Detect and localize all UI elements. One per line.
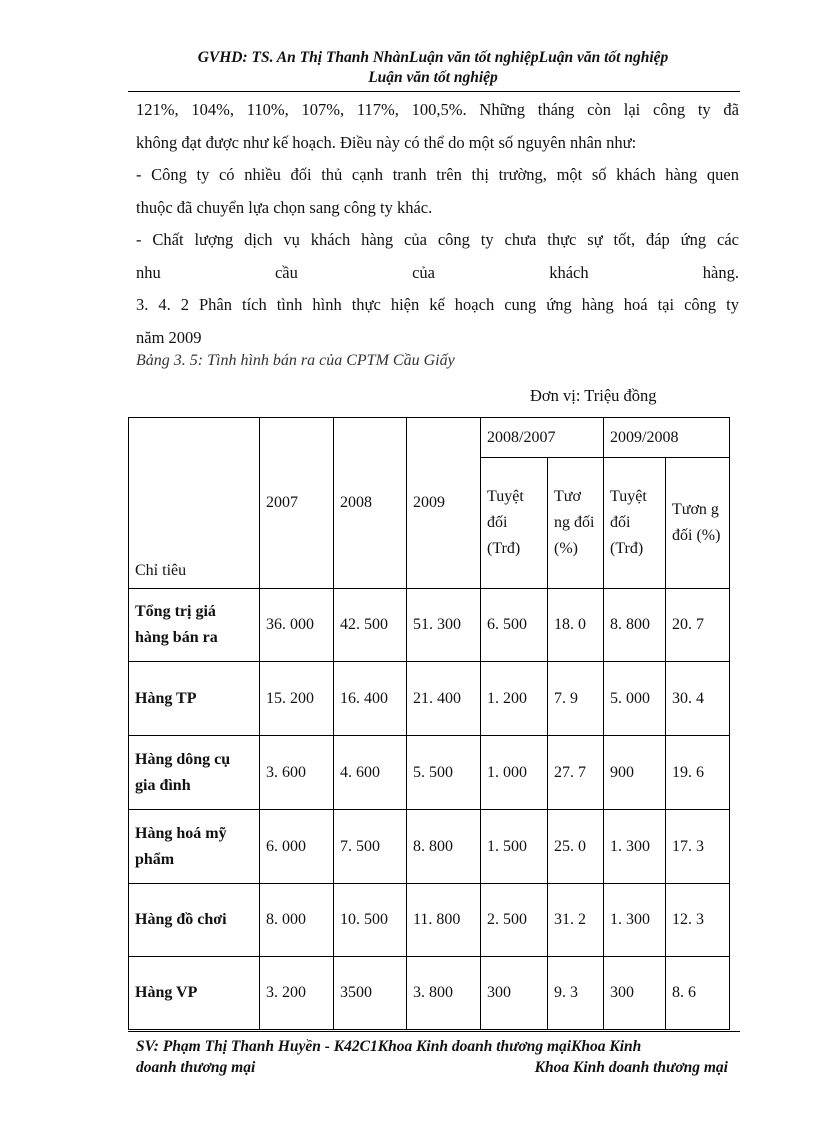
unit-label: Đơn vị: Triệu đồng: [530, 386, 657, 405]
cell-v2008: 10. 500: [334, 884, 407, 957]
cell-rel2: 12. 3: [666, 884, 730, 957]
header-rel-1: Tươ ng đối (%): [548, 458, 604, 589]
header-2007: 2007: [260, 418, 334, 589]
cell-v2008: 7. 500: [334, 810, 407, 884]
footer-divider: [128, 1031, 740, 1032]
table-caption: Bảng 3. 5: Tình hình bán ra của CPTM Cầu Giấy: [136, 352, 455, 369]
cell-v2009: 21. 400: [407, 662, 481, 736]
header-line-1: GVHD: TS. An Thị Thanh NhànLuận văn tốt nghiệpLuận văn tốt nghiệp: [197, 49, 669, 66]
row-label: Hàng dông cụ gia đình: [129, 736, 260, 810]
cell-v2007: 6. 000: [260, 810, 334, 884]
cell-v2007: 8. 000: [260, 884, 334, 957]
header-group-2008-2007: 2008/2007: [481, 418, 604, 458]
table-row: [129, 589, 730, 662]
footer-line-1: SV: Phạm Thị Thanh Huyền - K42C1Khoa Kinh doanh thương mạiKhoa Kinh: [136, 1038, 642, 1055]
header-divider: [128, 91, 740, 92]
cell-rel2: 8. 6: [666, 957, 730, 1030]
cell-rel2: 19. 6: [666, 736, 730, 810]
cell-rel1: 18. 0: [548, 589, 604, 662]
cell-v2009: 8. 800: [407, 810, 481, 884]
cell-abs1: 1. 200: [481, 662, 548, 736]
page-header: [128, 48, 738, 88]
cell-v2009: 3. 800: [407, 957, 481, 1030]
cell-v2007: 3. 200: [260, 957, 334, 1030]
sales-table: [128, 417, 730, 1030]
cell-abs1: 1. 500: [481, 810, 548, 884]
cell-v2009: 5. 500: [407, 736, 481, 810]
header-rel-2: Tươn g đối (%): [666, 458, 730, 589]
row-label: Hàng hoá mỹ phẩm: [129, 810, 260, 884]
cell-abs2: 300: [604, 957, 666, 1030]
paragraph-line: thuộc đã chuyển lựa chọn sang công ty khác.: [136, 197, 433, 217]
paragraph-line: 121%, 104%, 110%, 107%, 117%, 100,5%. Những tháng còn lại công ty đã: [136, 100, 739, 119]
cell-abs1: 300: [481, 957, 548, 1030]
cell-v2007: 36. 000: [260, 589, 334, 662]
row-label: Tổng trị giá hàng bán ra: [129, 589, 260, 662]
footer-line-2a: doanh thương mại: [136, 1059, 256, 1076]
cell-rel1: 31. 2: [548, 884, 604, 957]
cell-v2007: 3. 600: [260, 736, 334, 810]
page-footer: [136, 1036, 728, 1078]
header-line-2: Luận văn tốt nghiệp: [368, 69, 498, 86]
row-label: Hàng đồ chơi: [129, 884, 260, 957]
paragraph-line: 3. 4. 2 Phân tích tình hình thực hiện kế hoạch cung ứng hàng hoá tại công ty: [136, 295, 739, 314]
paragraph-line: nhu cầu của khách hàng.: [136, 262, 739, 282]
body-text: [136, 94, 739, 354]
cell-v2008: 3500: [334, 957, 407, 1030]
paragraph-line: năm 2009: [136, 327, 202, 347]
cell-rel1: 25. 0: [548, 810, 604, 884]
table-row: [129, 884, 730, 957]
table-row: [129, 662, 730, 736]
table-row: [129, 736, 730, 810]
cell-abs1: 6. 500: [481, 589, 548, 662]
footer-line-2b: Khoa Kinh doanh thương mại: [534, 1059, 728, 1076]
cell-v2009: 51. 300: [407, 589, 481, 662]
header-chi-tieu: Chỉ tiêu: [129, 418, 260, 589]
cell-rel2: 17. 3: [666, 810, 730, 884]
paragraph-line: không đạt được như kế hoạch. Điều này có thể do một số nguyên nhân như:: [136, 132, 637, 152]
header-abs-1: Tuyệt đối (Trđ): [481, 458, 548, 589]
paragraph-line: - Công ty có nhiều đối thủ cạnh tranh trên thị trường, một số khách hàng quen: [136, 165, 739, 184]
cell-abs2: 1. 300: [604, 810, 666, 884]
cell-v2007: 15. 200: [260, 662, 334, 736]
cell-rel2: 30. 4: [666, 662, 730, 736]
cell-abs2: 5. 000: [604, 662, 666, 736]
cell-abs1: 2. 500: [481, 884, 548, 957]
header-group-2009-2008: 2009/2008: [604, 418, 730, 458]
cell-rel1: 7. 9: [548, 662, 604, 736]
table-row: [129, 957, 730, 1030]
cell-rel2: 20. 7: [666, 589, 730, 662]
cell-v2009: 11. 800: [407, 884, 481, 957]
cell-v2008: 42. 500: [334, 589, 407, 662]
table-row: [129, 810, 730, 884]
cell-rel1: 9. 3: [548, 957, 604, 1030]
header-abs-2: Tuyệt đối (Trđ): [604, 458, 666, 589]
cell-v2008: 4. 600: [334, 736, 407, 810]
header-2008: 2008: [334, 418, 407, 589]
row-label: Hàng TP: [129, 662, 260, 736]
cell-abs2: 900: [604, 736, 666, 810]
row-label: Hàng VP: [129, 957, 260, 1030]
cell-abs1: 1. 000: [481, 736, 548, 810]
cell-rel1: 27. 7: [548, 736, 604, 810]
paragraph-line: - Chất lượng dịch vụ khách hàng của công ty chưa thực sự tốt, đáp ứng các: [136, 230, 739, 249]
header-2009: 2009: [407, 418, 481, 589]
cell-v2008: 16. 400: [334, 662, 407, 736]
cell-abs2: 1. 300: [604, 884, 666, 957]
cell-abs2: 8. 800: [604, 589, 666, 662]
